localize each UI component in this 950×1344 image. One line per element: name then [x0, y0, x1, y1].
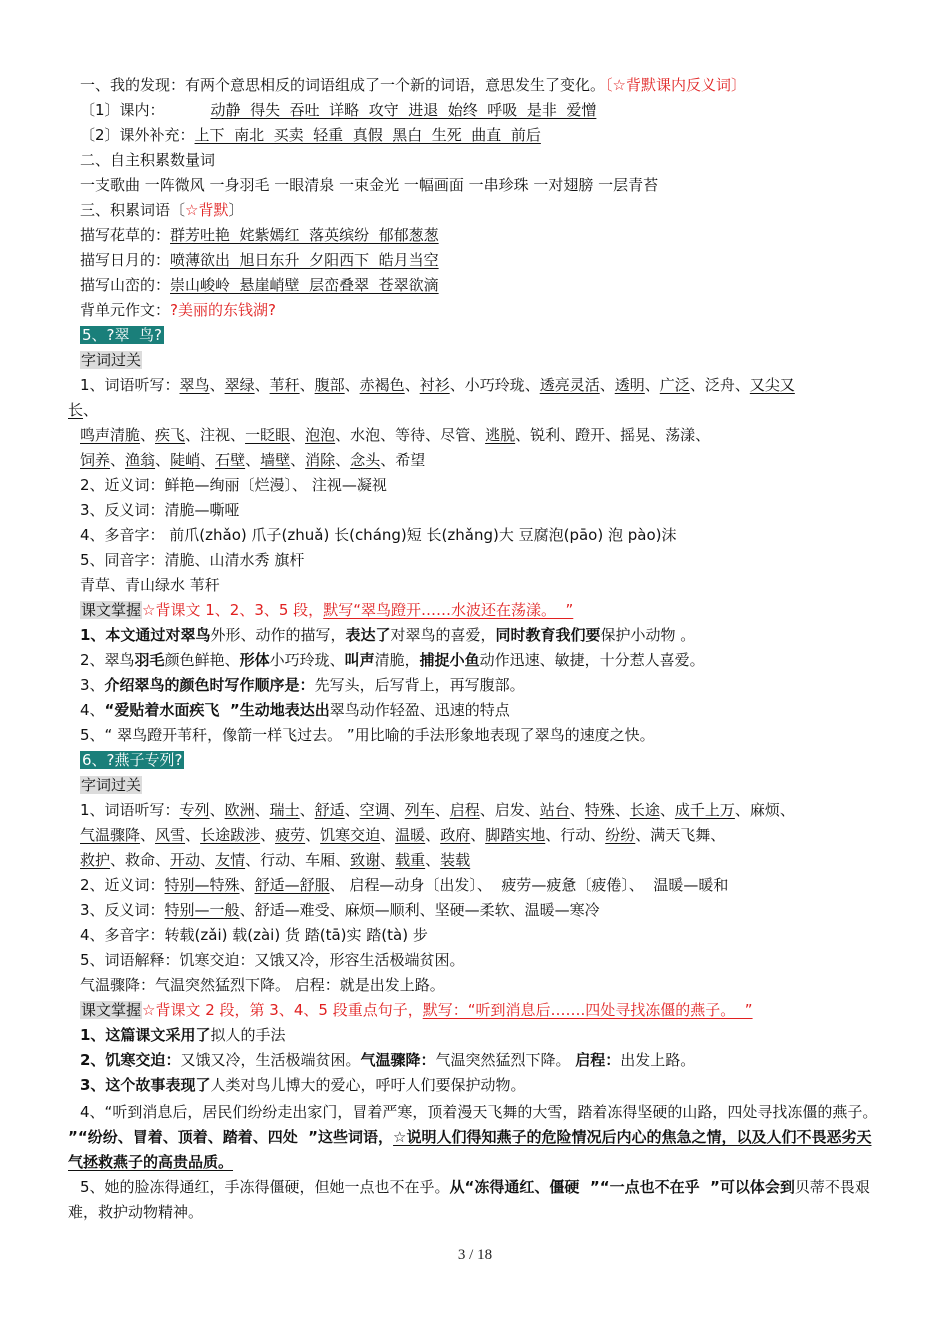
t: 5、她的脸冻得通红，手冻得僵硬，但她一点也不在乎。	[80, 1178, 450, 1196]
red-note: ☆背课文 2 段，第 3、4、5 段重点句子，	[142, 1001, 423, 1019]
t: 、	[245, 451, 261, 469]
w: 饥寒交迫	[320, 826, 381, 844]
t: 、满天飞舞、	[635, 826, 726, 844]
red-note: ☆背课文 1、2、3、5 段，	[142, 601, 324, 619]
w: 装载	[440, 851, 471, 869]
t: 、麻烦、	[734, 801, 795, 819]
antonyms-6	[80, 900, 890, 920]
w: 脚踏实地	[485, 826, 546, 844]
b: 同时教育我们要	[495, 626, 601, 644]
red-note-underlined: 默写：“听到消息后…….四处寻找冻僵的燕子。 ”	[422, 1001, 753, 1019]
w: 苇秆	[269, 376, 300, 394]
t: 保护小动物 。	[600, 626, 696, 644]
w: 特殊	[584, 801, 615, 819]
w: 特别—特殊	[164, 876, 240, 894]
b: 3、这个故事表现了	[80, 1076, 211, 1094]
t: 、	[254, 801, 270, 819]
synonyms-5: 2、近义词：鲜艳—绚丽〔烂漫〕、 注视—凝视	[80, 476, 387, 494]
w: 透明	[614, 376, 645, 394]
label: 描写日月的：	[80, 251, 171, 269]
t: 、	[290, 426, 306, 444]
w: 长	[68, 401, 84, 419]
t: 、	[599, 376, 615, 394]
t: 贝蒂不畏艰难，救护动物精神。	[68, 1178, 870, 1221]
t: 清脆，	[374, 651, 420, 669]
mastery-6-item-4	[68, 1100, 886, 1175]
w: 鸣声清脆	[80, 426, 141, 444]
t: 翠鸟动作轻盈、迅速的特点	[329, 701, 510, 719]
dictation-line-1	[80, 375, 890, 395]
w: 纷纷	[605, 826, 636, 844]
red-title: ?美丽的东钱湖?	[170, 301, 276, 319]
section-one-heading	[80, 75, 890, 95]
t: 、	[110, 451, 126, 469]
flower-words	[80, 225, 890, 245]
mountain-words	[80, 275, 890, 295]
t: 、	[290, 451, 306, 469]
t: 、	[299, 801, 315, 819]
t: 、	[425, 826, 441, 844]
w: 墙壁	[260, 451, 291, 469]
t: 1、词语听写：	[80, 801, 180, 819]
t: 、行动、	[545, 826, 606, 844]
t: 、	[140, 826, 156, 844]
dictation-line-2	[80, 425, 890, 445]
antonym-extra	[80, 125, 890, 145]
b: 形体	[239, 651, 270, 669]
t: 人类对鸟儿博大的爱心，呼吁人们要保护动物。	[210, 1076, 526, 1094]
t: 、 启程—动身〔出发〕、 疲劳—疲惫〔疲倦〕、 温暖—暖和	[329, 876, 729, 894]
t: 、	[83, 401, 99, 419]
mastery-5-item-1	[80, 625, 890, 645]
w: 政府	[440, 826, 471, 844]
t: 、	[260, 826, 276, 844]
w: 消除	[305, 451, 336, 469]
t: 气温突然猛烈下降。	[435, 1051, 576, 1069]
t: 外形、动作的描写，	[210, 626, 346, 644]
t: 、	[140, 426, 156, 444]
lesson-6-mastery	[80, 1000, 890, 1020]
w: 陡峭	[170, 451, 201, 469]
w: 广泛	[659, 376, 690, 394]
underlined-words: 群芳吐艳 姹紫嫣红 落英缤纷 郁郁葱葱	[170, 226, 439, 244]
dictation-line-3	[80, 450, 890, 470]
t: 、希望	[380, 451, 426, 469]
w: 念头	[350, 451, 381, 469]
w: 救护	[80, 851, 111, 869]
mastery-6-item-5	[68, 1175, 886, 1225]
w: 开动	[170, 851, 201, 869]
lesson-title: 6、?燕子专列?	[82, 751, 183, 769]
w: 专列	[179, 801, 210, 819]
t: 小巧玲珑、	[269, 651, 345, 669]
b: 启程：	[575, 1051, 621, 1069]
w: 风雪	[155, 826, 186, 844]
t: 、	[470, 826, 486, 844]
b: 2、饥寒交迫：	[80, 1051, 181, 1069]
b: 羽毛	[134, 651, 165, 669]
label: 字词过关	[81, 776, 142, 794]
definitions-6-cont: 气温骤降：气温突然猛烈下降。 启程：就是出发上路。	[80, 976, 445, 994]
dictation6-line-1	[80, 800, 890, 820]
mastery-5-item-4	[80, 700, 890, 720]
mastery-6-item-2	[80, 1050, 890, 1070]
t: 2、近义词：	[80, 876, 165, 894]
w: 致谢	[350, 851, 381, 869]
t: 、	[335, 451, 351, 469]
t: 、	[380, 826, 396, 844]
t: 、锐利、蹬开、摇晃、荡漾、	[515, 426, 711, 444]
section-two-heading: 二、自主积累数量词	[80, 151, 216, 169]
w: 特别—一般	[164, 901, 240, 919]
t: 、	[380, 851, 396, 869]
t: 、	[434, 801, 450, 819]
antonym-in-class	[80, 100, 890, 120]
t: 、启发、	[479, 801, 540, 819]
w: 温暖	[395, 826, 426, 844]
w: 欧洲	[224, 801, 255, 819]
w: 渔翁	[125, 451, 156, 469]
t: 3、	[80, 676, 105, 694]
w: 翠鸟	[179, 376, 210, 394]
polyphones-6: 4、多音字：转载(zǎi) 载(zài) 货 踏(tā)实 踏(tà) 步	[80, 926, 428, 944]
mastery-6-item-1	[80, 1025, 890, 1045]
t: 、救命、	[110, 851, 171, 869]
label: 〔1〕课内：	[80, 101, 165, 119]
mastery-6-item-3	[80, 1075, 890, 1095]
t: 4、	[80, 701, 105, 719]
w: 瑞士	[269, 801, 300, 819]
lesson-5-heading	[80, 325, 890, 345]
section-three-heading	[80, 200, 890, 220]
t: 、水泡、等待、尽管、	[335, 426, 486, 444]
t: 对翠鸟的喜爱，	[390, 626, 496, 644]
homophones-5-cont: 青草、青山绿水 苇秆	[80, 576, 220, 594]
polyphones-5: 4、多音字： 前爪(zhǎo) 爪子(zhuǎ) 长(cháng)短 长(zhǎng)大 豆腐泡(pāo) 泡 pào)沫	[80, 526, 677, 544]
label: 描写花草的：	[80, 226, 171, 244]
sun-moon-words	[80, 250, 890, 270]
t: 、	[305, 826, 321, 844]
w: 腹部	[314, 376, 345, 394]
t: 、	[614, 801, 630, 819]
b: “爱贴着水面疾飞 ”生动地表达出	[104, 701, 330, 719]
w: 气温骤降	[80, 826, 141, 844]
t: 、舒适—难受、麻烦—顺利、坚硬—柔软、温暖—寒冷	[239, 901, 600, 919]
t: 、	[239, 876, 255, 894]
w: 疾飞	[155, 426, 186, 444]
text: 三、积累词语〔	[80, 201, 186, 219]
homophones-5: 5、同音字：清脆、山清水秀 旗杆	[80, 551, 305, 569]
lesson-title: 5、?翠 鸟?	[82, 326, 163, 344]
label: 课文掌握	[81, 601, 142, 619]
t: 、	[185, 826, 201, 844]
t: 、	[569, 801, 585, 819]
w: 疲劳	[275, 826, 306, 844]
mastery-5-item-2	[80, 650, 890, 670]
label: 字词过关	[81, 351, 142, 369]
t: 、	[644, 376, 660, 394]
vocab-heading	[80, 350, 890, 370]
t: 、	[155, 451, 171, 469]
t: 、	[200, 451, 216, 469]
t: 、	[209, 376, 225, 394]
t: 、泛舟、	[689, 376, 750, 394]
b: 介绍翠鸟的颜色时写作顺序是：	[104, 676, 315, 694]
b: ”“纷纷、冒着、顶着、踏着、四处 ”这些词语，	[68, 1103, 888, 1146]
t: 拟人的手法	[210, 1026, 286, 1044]
t: 先写头，后写背上，再写腹部。	[314, 676, 525, 694]
t: 出发上路。	[620, 1051, 696, 1069]
t: 、注视、	[185, 426, 246, 444]
t: 又饿又冷，生活极端贫困。	[180, 1051, 361, 1069]
unit-composition	[80, 300, 890, 320]
b: 1、本文通过对翠鸟	[80, 626, 211, 644]
measure-words: 一支歌曲 一阵微风 一身羽毛 一眼清泉 一束金光 一幅画面 一串珍珠 一对翅膀 一层青苔	[80, 176, 659, 194]
t: 4、“听到消息后，居民们纷纷走出家门，冒着严寒，顶着漫天飞舞的大雪，踏着冻得坚硬的山路，四处寻找冻僵的燕子。	[80, 1103, 878, 1121]
dictation6-line-3	[80, 850, 890, 870]
red-note-underlined: 默写“翠鸟蹬开……水波还在荡漾。 ”	[323, 601, 574, 619]
b: 捕捉小鱼	[419, 651, 480, 669]
w: 启程	[449, 801, 480, 819]
dictation-line-1-cont	[68, 400, 878, 420]
underlined-words: 上下 南北 买卖 轻重 真假 黑白 生死 曲直 前后	[194, 126, 541, 144]
w: 空调	[359, 801, 390, 819]
w: 一眨眼	[245, 426, 291, 444]
b: 叫声	[344, 651, 375, 669]
red-note: 〔☆背默课内反义词〕	[605, 76, 746, 94]
w: 翠绿	[224, 376, 255, 394]
b: 从“冻得通红、僵硬 ”“一点也不在乎 ”可以体会到	[449, 1178, 795, 1196]
underlined-words: 崇山峻岭 悬崖峭壁 层峦叠翠 苍翠欲滴	[170, 276, 439, 294]
page-number: 3 / 18	[457, 1247, 493, 1263]
mastery-5-item-5: 5、“ 翠鸟蹬开苇秆，像箭一样飞过去。 ”用比喻的手法形象地表现了翠鸟的速度之快。	[80, 726, 655, 744]
bu: ☆说明人们得知燕子的危险情况后内心的焦急之情，以及人们不畏恶劣天气拯救燕子的高贵品质。	[68, 1128, 872, 1171]
w: 列车	[404, 801, 435, 819]
w: 泡泡	[305, 426, 336, 444]
w: 饲养	[80, 451, 111, 469]
underlined-words: 动静 得失 吞吐 详略 攻守 进退 始终 呼吸 是非 爱憎	[210, 101, 597, 119]
t: 3、反义词：	[80, 901, 165, 919]
w: 逃脱	[485, 426, 516, 444]
t: 、小巧玲珑、	[449, 376, 540, 394]
text: 〕	[228, 201, 244, 219]
t: 、	[659, 801, 675, 819]
t: 1、词语听写：	[80, 376, 180, 394]
t: 、	[425, 851, 441, 869]
lesson-6-heading	[80, 750, 890, 770]
t: 、	[200, 851, 216, 869]
w: 又尖又	[749, 376, 795, 394]
w: 成千上万	[674, 801, 735, 819]
t: 、	[254, 376, 270, 394]
text: 一、我的发现：有两个意思相反的词语组成了一个新的词语，意思发生了变化。	[80, 76, 606, 94]
t: 、行动、车厢、	[245, 851, 351, 869]
w: 赤褐色	[359, 376, 405, 394]
definitions-6: 5、词语解释：饥寒交迫：又饿又冷，形容生活极端贫困。	[80, 951, 465, 969]
mastery-5-item-3	[80, 675, 890, 695]
label: 课文掌握	[81, 1001, 142, 1019]
w: 载重	[395, 851, 426, 869]
t: 动作迅速、敏捷，十分惹人喜爱。	[479, 651, 705, 669]
w: 长途跋涉	[200, 826, 261, 844]
t: 、	[344, 376, 360, 394]
red-note: ☆背默	[185, 201, 229, 219]
w: 长途	[629, 801, 660, 819]
w: 友情	[215, 851, 246, 869]
t: 2、翠鸟	[80, 651, 135, 669]
w: 透亮灵活	[539, 376, 600, 394]
b: 气温骤降：	[360, 1051, 436, 1069]
w: 石壁	[215, 451, 246, 469]
label: 背单元作文：	[80, 301, 171, 319]
t: 、	[299, 376, 315, 394]
t: 、	[389, 801, 405, 819]
vocab-heading-6	[80, 775, 890, 795]
t: 、	[404, 376, 420, 394]
synonyms-6	[80, 875, 890, 895]
label: 描写山峦的：	[80, 276, 171, 294]
t: 颜色鲜艳、	[164, 651, 240, 669]
w: 舒适—舒服	[254, 876, 330, 894]
dictation6-line-2	[80, 825, 890, 845]
lesson-5-mastery	[80, 600, 890, 620]
antonyms-5: 3、反义词：清脆—嘶哑	[80, 501, 240, 519]
w: 舒适	[314, 801, 345, 819]
t: 、	[344, 801, 360, 819]
w: 站台	[539, 801, 570, 819]
w: 衬衫	[419, 376, 450, 394]
t: 、	[209, 801, 225, 819]
underlined-words: 喷薄欲出 旭日东升 夕阳西下 皓月当空	[170, 251, 439, 269]
b: 表达了	[345, 626, 391, 644]
b: 1、这篇课文采用了	[80, 1026, 211, 1044]
label: 〔2〕课外补充：	[80, 126, 195, 144]
